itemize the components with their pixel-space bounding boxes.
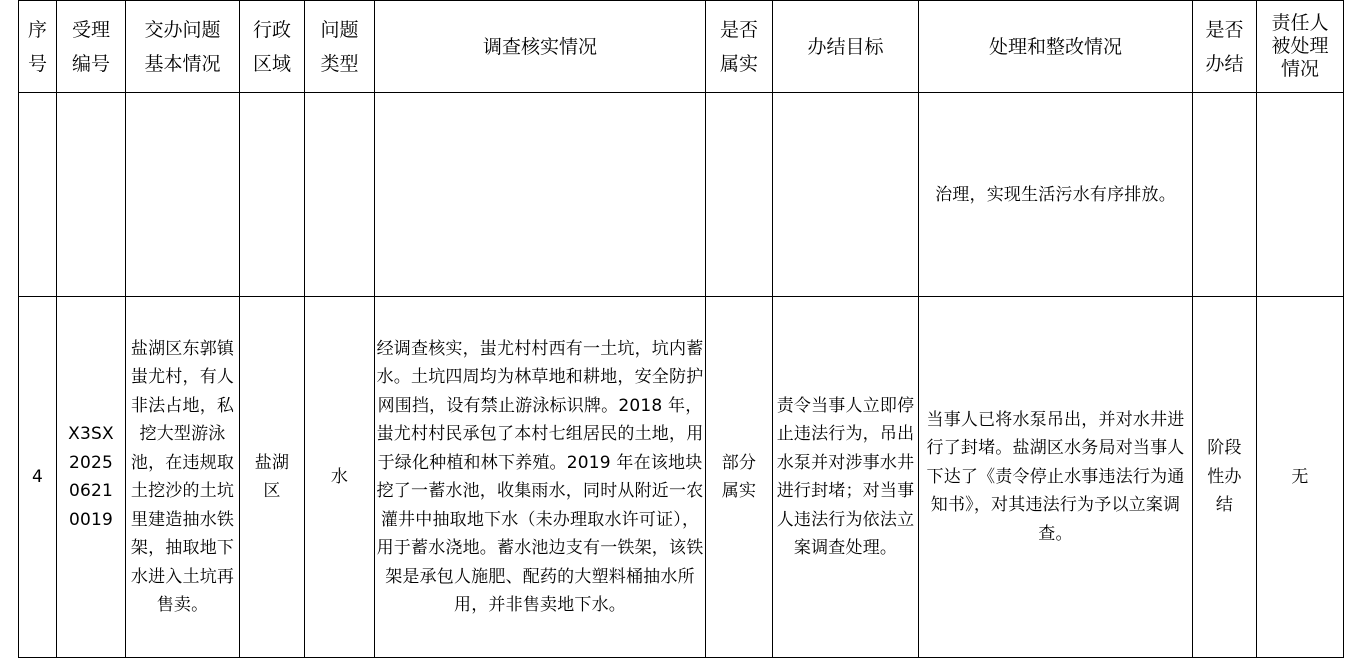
case-table [18,0,1344,658]
cell-region: 盐湖区 [240,297,305,658]
cell-id [57,93,126,297]
cell-basic: 盐湖区东郭镇蚩尤村，有人非法占地，私挖大型游泳池，在违规取土挖沙的土坑里建造抽水铁架，抽取地下水进入土坑再售卖。 [126,297,240,658]
header-handle: 处理和整改情况 [919,1,1193,93]
header-type: 问题类型 [305,1,375,93]
table-row [19,297,1344,658]
cell-region [240,93,305,297]
header-target: 办结目标 [773,1,919,93]
cell-target [773,93,919,297]
header-region: 行政区域 [240,1,305,93]
cell-target: 责令当事人立即停止违法行为，吊出水泵并对涉事水井进行封堵；对当事人违法行为依法立案调查处理。 [773,297,919,658]
cell-true [706,93,773,297]
cell-true: 部分属实 [706,297,773,658]
table-row-continued [19,93,1344,297]
cell-type [305,93,375,297]
cell-handle: 治理，实现生活污水有序排放。 [919,93,1193,297]
header-done: 是否办结 [1193,1,1257,93]
cell-invest [375,93,706,297]
cell-done: 阶段性办结 [1193,297,1257,658]
header-true: 是否属实 [706,1,773,93]
cell-resp: 无 [1257,297,1344,658]
cell-handle: 当事人已将水泵吊出，并对水井进行了封堵。盐湖区水务局对当事人下达了《责令停止水事违法行为通知书》，对其违法行为予以立案调查。 [919,297,1193,658]
cell-basic [126,93,240,297]
header-row [19,1,1344,93]
cell-invest: 经调查核实，蚩尤村村西有一土坑，坑内蓄水。土坑四周均为林草地和耕地，安全防护网围挡，设有禁止游泳标识牌。2018 年，蚩尤村村民承包了本村七组居民的土地，用于绿化种植和林下养殖。2019 年在该地块挖了一蓄水池，收集雨水，同时从附近一农灌井中抽取地下水（未办理取水许可证），用于蓄水浇地。蓄水池边支有一铁架，该铁架是承包人施肥、配药的大塑料桶抽水所用，并非售卖地下水。 [375,297,706,658]
cell-seq: 4 [19,297,57,658]
header-basic: 交办问题基本情况 [126,1,240,93]
header-id: 受理编号 [57,1,126,93]
cell-id: X3SX20250621 0019 [57,297,126,658]
header-seq: 序号 [19,1,57,93]
header-invest: 调查核实情况 [375,1,706,93]
cell-seq [19,93,57,297]
cell-resp [1257,93,1344,297]
header-resp: 责任人被处理情况 [1257,1,1344,93]
cell-done [1193,93,1257,297]
cell-type: 水 [305,297,375,658]
